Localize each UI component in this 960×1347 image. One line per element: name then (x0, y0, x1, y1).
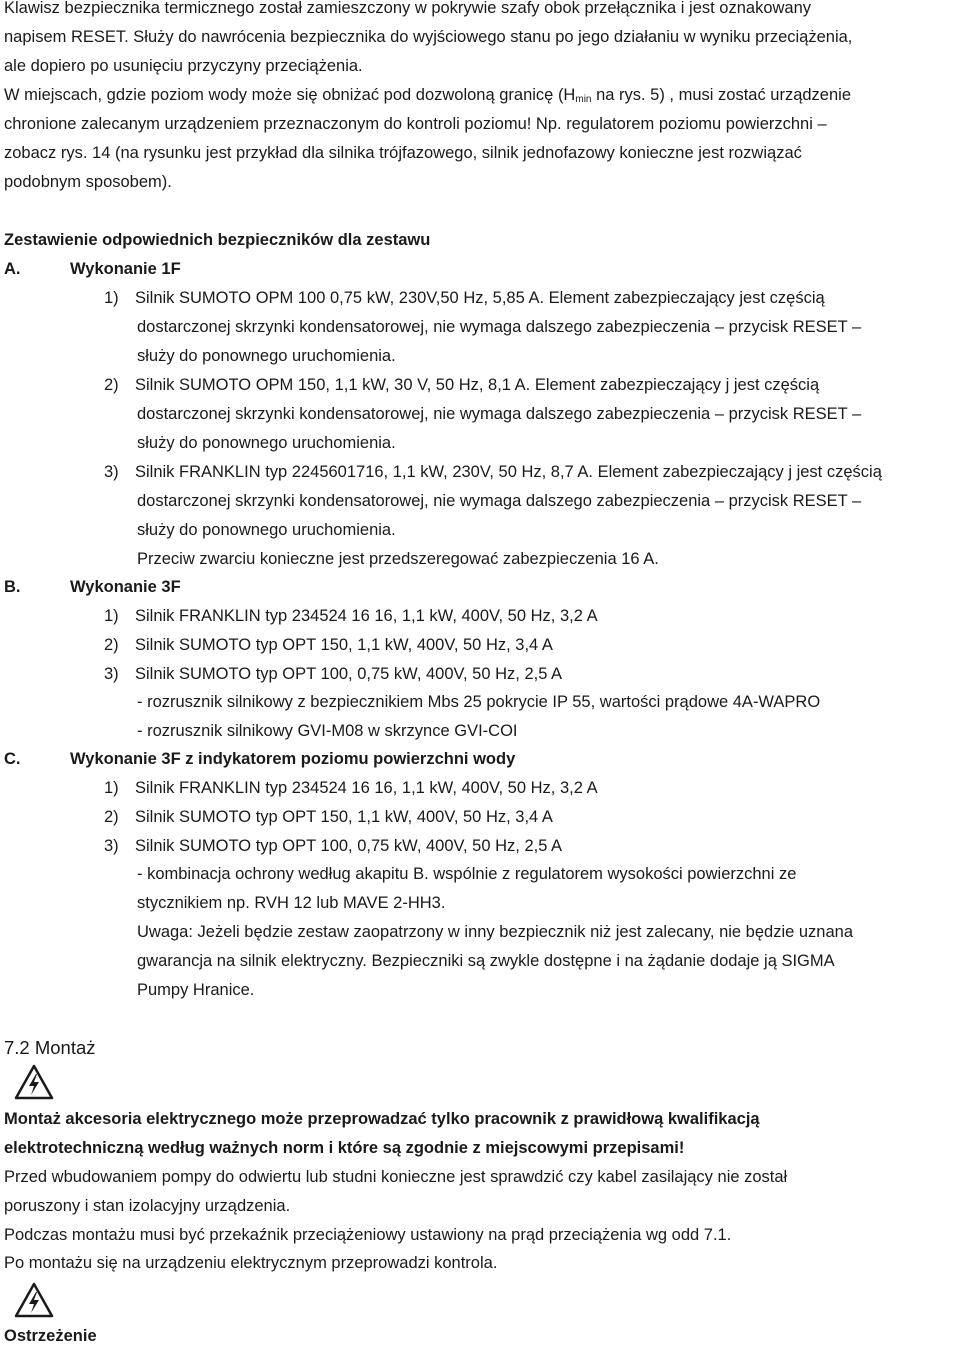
list-item: Silnik SUMOTO typ OPT 100, 0,75 kW, 400V, 50 Hz, 2,5 A (135, 837, 563, 855)
warning-text: Montaż akcesoria elektrycznego może przeprowadzać tylko pracownik z prawidłową kwalifikacją (4, 1110, 760, 1128)
intro-line: Klawisz bezpiecznika termicznego został zamieszczony w pokrywie szafy obok przełącznika i jest oznakowany (4, 0, 812, 17)
variant-b-title: Wykonanie 3F (70, 578, 181, 596)
list-note: - kombinacja ochrony według akapitu B. wspólnie z regulatorem wysokości powierzchni ze (137, 865, 797, 883)
list-note: Uwaga: Jeżeli będzie zestaw zaopatrzony w inny bezpiecznik niż jest zalecany, nie będzie uznana (137, 923, 854, 941)
variant-a-title: Wykonanie 1F (70, 260, 181, 278)
paragraph-line: poruszony i stan izolacyjny urządzenia. (4, 1197, 291, 1215)
intro-line (4, 84, 851, 111)
list-item: służy do ponownego uruchomienia. (137, 347, 396, 365)
variant-a-label: A. (4, 260, 21, 278)
list-item: Silnik SUMOTO typ OPT 150, 1,1 kW, 400V, 50 Hz, 3,4 A (135, 808, 553, 826)
warning-heading: Ostrzeżenie (4, 1327, 97, 1345)
electrical-hazard-icon (14, 1064, 54, 1100)
subscript: min (575, 94, 592, 105)
list-item: służy do ponownego uruchomienia. (137, 434, 396, 452)
list-note: stycznikiem np. RVH 12 lub MAVE 2-HH3. (137, 894, 446, 912)
variant-c-title: Wykonanie 3F z indykatorem poziomu powierzchni wody (70, 750, 516, 768)
list-number: 3) (104, 665, 119, 683)
list-number: 1) (104, 779, 119, 797)
intro-line: chronione zalecanym urządzeniem przeznaczonym do kontroli poziomu! Np. regulatorem poziomu powierzchni – (4, 115, 827, 133)
list-item: Silnik SUMOTO OPM 100 0,75 kW, 230V,50 Hz, 5,85 A. Element zabezpieczający jest częścią (135, 289, 825, 307)
variant-c-label: C. (4, 750, 21, 768)
list-item: dostarczonej skrzynki kondensatorowej, nie wymaga dalszego zabezpieczenia – przycisk RESET – (137, 405, 862, 423)
list-item: Silnik FRANKLIN typ 2245601716, 1,1 kW, 230V, 50 Hz, 8,7 A. Element zabezpieczający j jest częścią (135, 463, 882, 481)
paragraph-line: Podczas montażu musi być przekaźnik przeciążeniowy ustawiony na prąd przeciążenia wg odd 7.1. (4, 1226, 732, 1244)
text-span: na rys. 5) , musi zostać urządzenie (591, 86, 852, 104)
list-number: 3) (104, 463, 119, 481)
list-item: Silnik SUMOTO typ OPT 150, 1,1 kW, 400V, 50 Hz, 3,4 A (135, 636, 553, 654)
warning-text: elektrotechniczną według ważnych norm i które są zgodnie z miejscowymi przepisami! (4, 1139, 685, 1157)
list-number: 3) (104, 837, 119, 855)
list-item: dostarczonej skrzynki kondensatorowej, nie wymaga dalszego zabezpieczenia – przycisk RESET – (137, 492, 862, 510)
list-number: 2) (104, 636, 119, 654)
variant-b-label: B. (4, 578, 21, 596)
intro-line: napisem RESET. Służy do nawrócenia bezpiecznika do wyjściowego stanu po jego działaniu w wyniku przeciążenia, (4, 28, 853, 46)
list-item: Silnik FRANKLIN typ 234524 16 16, 1,1 kW, 400V, 50 Hz, 3,2 A (135, 607, 598, 625)
list-item: służy do ponownego uruchomienia. (137, 521, 396, 539)
list-number: 2) (104, 376, 119, 394)
list-note: - rozrusznik silnikowy GVI-M08 w skrzynce GVI-COI (137, 722, 518, 740)
intro-line: podobnym sposobem). (4, 173, 172, 191)
list-item: Silnik SUMOTO typ OPT 100, 0,75 kW, 400V, 50 Hz, 2,5 A (135, 665, 563, 683)
chapter-heading: 7.2 Montaż (4, 1037, 96, 1058)
list-number: 1) (104, 289, 119, 307)
list-note: - rozrusznik silnikowy z bezpiecznikiem Mbs 25 pokrycie IP 55, wartości prądowe 4A-WAPRO (137, 693, 821, 711)
list-note: Pumpy Hranice. (137, 981, 255, 999)
list-item: Silnik FRANKLIN typ 234524 16 16, 1,1 kW, 400V, 50 Hz, 3,2 A (135, 779, 598, 797)
list-number: 1) (104, 607, 119, 625)
list-item: Silnik SUMOTO OPM 150, 1,1 kW, 30 V, 50 Hz, 8,1 A. Element zabezpieczający j jest częścią (135, 376, 820, 394)
paragraph-line: Po montażu się na urządzeniu elektrycznym przeprowadzi kontrola. (4, 1254, 498, 1272)
intro-line: zobacz rys. 14 (na rysunku jest przykład dla silnika trójfazowego, silnik jednofazowy konieczne jest rozwiązać (4, 144, 802, 162)
electrical-hazard-icon (14, 1282, 54, 1318)
list-note: gwarancja na silnik elektryczny. Bezpieczniki są zwykle dostępne i na żądanie dodaje ją SIGMA (137, 952, 835, 970)
list-number: 2) (104, 808, 119, 826)
section-heading: Zestawienie odpowiednich bezpieczników dla zestawu (4, 231, 431, 249)
text-span: W miejscach, gdzie poziom wody może się obniżać pod dozwoloną granicę (H (4, 86, 576, 104)
list-item: dostarczonej skrzynki kondensatorowej, nie wymaga dalszego zabezpieczenia – przycisk RESET – (137, 318, 862, 336)
list-item: Przeciw zwarciu konieczne jest przedszeregować zabezpieczenia 16 A. (137, 550, 659, 568)
intro-line: ale dopiero po usunięciu przyczyny przeciążenia. (4, 57, 363, 75)
paragraph-line: Przed wbudowaniem pompy do odwiertu lub studni konieczne jest sprawdzić czy kabel zasilający nie został (4, 1168, 788, 1186)
